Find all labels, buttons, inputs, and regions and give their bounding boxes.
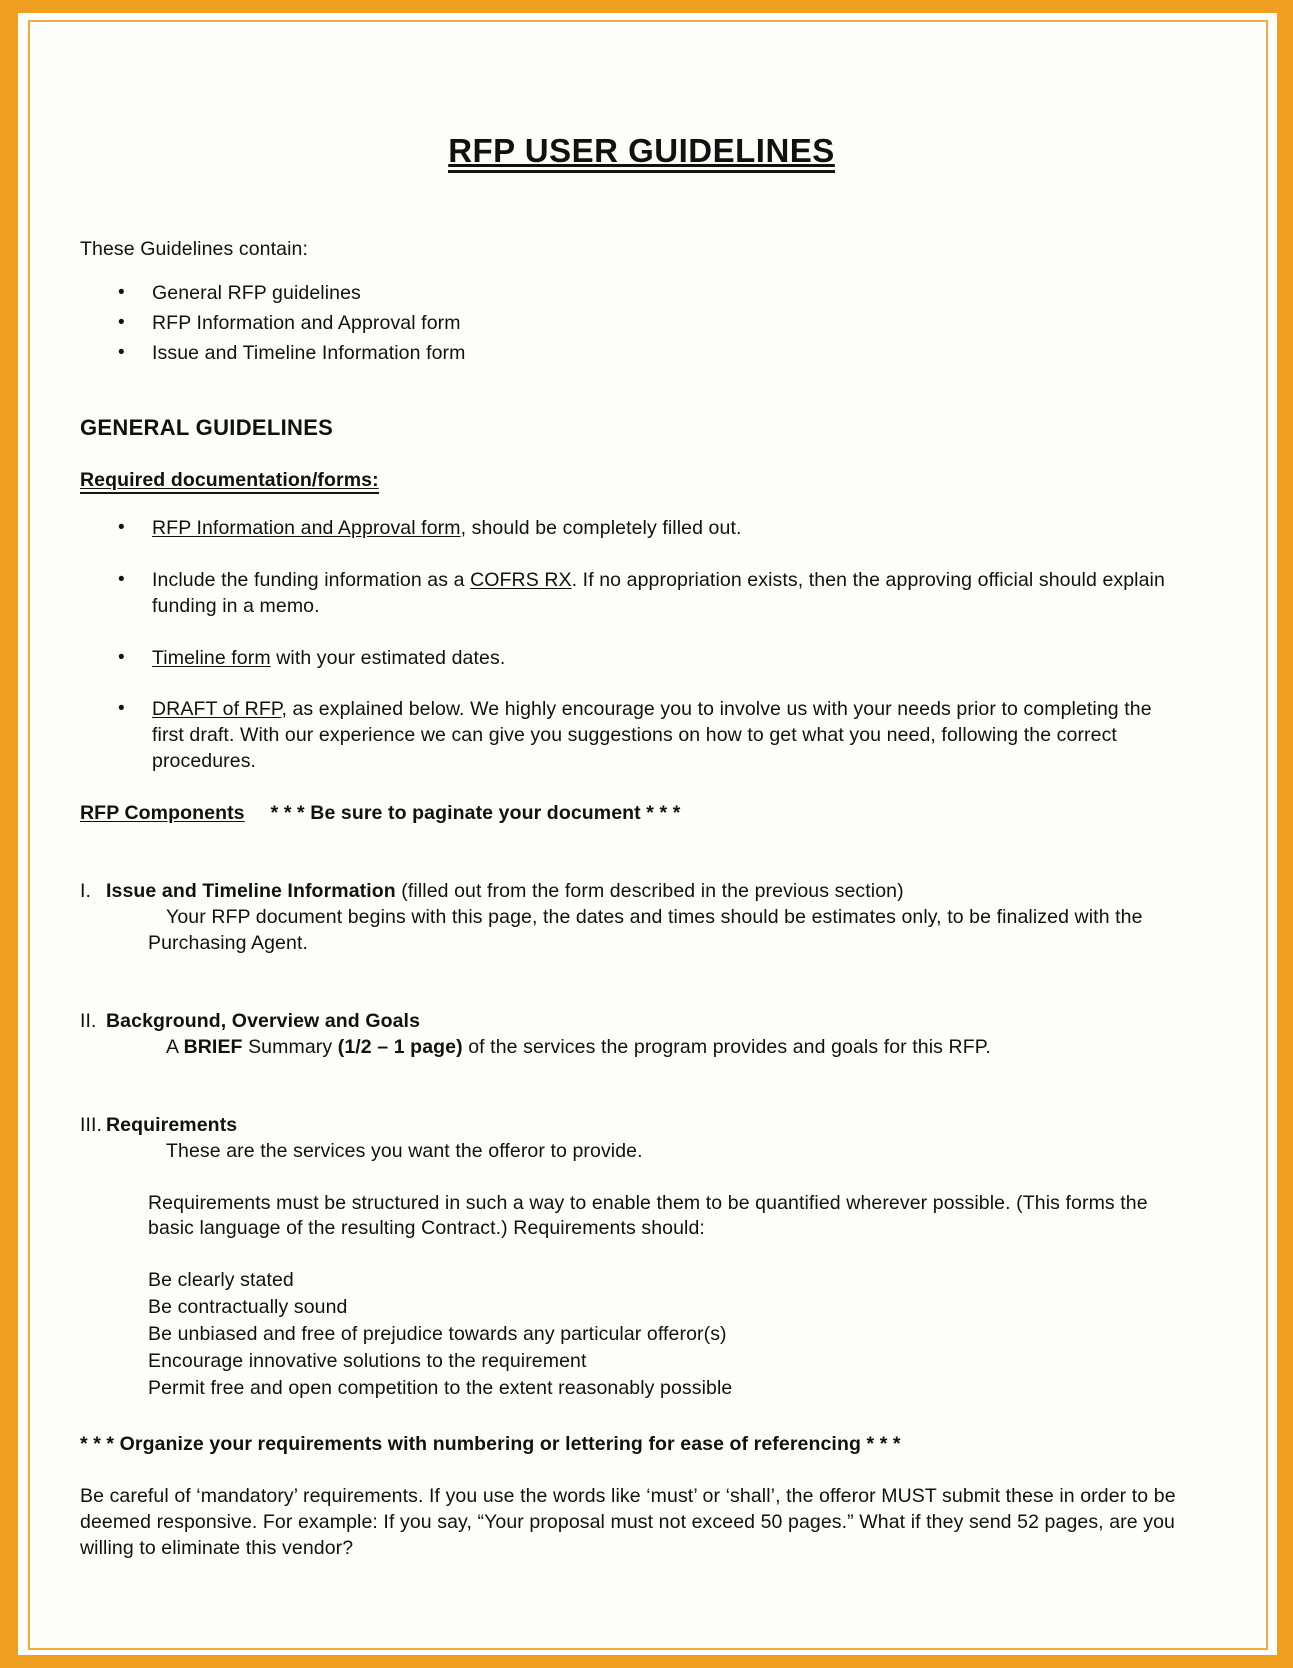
bullet-underlined-term: COFRS RX — [470, 568, 572, 591]
rfp-components-line — [80, 801, 1185, 827]
required-docs-heading-text: Required documentation/forms: — [80, 469, 379, 494]
section-ii-body-mid: Summary — [242, 1035, 338, 1058]
section-iii-body: These are the services you want the offeror to provide. — [166, 1139, 643, 1162]
bullet-text: . If no appropriation exists, then the approving official should explain funding in a memo. — [152, 568, 1165, 617]
section-i-number: I. — [80, 880, 92, 903]
list-item: Be contractually sound — [148, 1296, 348, 1319]
list-item: Be unbiased and free of prejudice towards any particular offeror(s) — [148, 1323, 727, 1346]
bullet-text: , should be completely filled out. — [460, 516, 742, 539]
requirements-paragraph: Requirements must be structured in such a way to enable them to be quantified wherever possible. (This forms the basic language of the resulting Contract.) Requirements should: — [148, 1191, 1148, 1240]
document-content — [80, 129, 1185, 1562]
list-item: Be clearly stated — [148, 1269, 294, 1292]
bullet-underlined-term: RFP Information and Approval form — [152, 516, 461, 539]
list-item: Permit free and open competition to the extent reasonably possible — [148, 1377, 733, 1400]
section-ii-length-emphasis: (1/2 – 1 page) — [337, 1035, 463, 1058]
list-item: Encourage innovative solutions to the requirement — [148, 1350, 587, 1373]
section-ii-body — [80, 1035, 1185, 1061]
bullet-lead-text: Include the funding information as a — [152, 568, 471, 591]
list-item — [80, 516, 1185, 542]
section-i-heading-suffix: (filled out from the form described in the previous section) — [395, 880, 904, 903]
section-ii-number: II. — [80, 1009, 97, 1032]
list-item — [80, 646, 1185, 672]
section-i-heading: Issue and Timeline Information — [106, 880, 396, 903]
bullet-text: , as explained below. We highly encourage you to involve us with your needs prior to completing the first draft. With our experience we can give you suggestions on how to get what you need, following the correct procedures. — [152, 698, 1152, 773]
requirements-criteria-list — [80, 1268, 1185, 1402]
general-guidelines-heading: GENERAL GUIDELINES — [80, 414, 334, 440]
list-item — [80, 568, 1185, 620]
list-item — [80, 697, 1185, 775]
list-item: • Issue and Timeline Information form — [80, 341, 1185, 367]
page-title — [80, 129, 1185, 173]
closing-paragraph: Be careful of ‘mandatory’ requirements. If you use the words like ‘must’ or ‘shall’, the offeror MUST submit these in order to be deemed responsive. For example: If you say, “Your proposal must not exceed 50 pages.” What if they send 52 pages, are you willing to eliminate this vendor? — [80, 1484, 1176, 1559]
page-title-text: RFP USER GUIDELINES — [448, 132, 835, 173]
page-sheet — [32, 24, 1264, 1646]
required-docs-heading — [80, 468, 379, 494]
section-ii-heading: Background, Overview and Goals — [106, 1009, 421, 1032]
section-i-body: Your RFP document begins with this page, the dates and times should be estimates only, to be finalized with the Purchasing Agent. — [148, 906, 1143, 954]
section-ii-brief-emphasis: BRIEF — [183, 1035, 243, 1058]
bullet-underlined-term: DRAFT of RFP — [152, 698, 282, 721]
required-docs-bullet-list — [80, 516, 1185, 775]
section-ii — [80, 1009, 1185, 1061]
required-docs-heading-wrap — [80, 442, 1185, 494]
section-ii-body-lead: A — [166, 1035, 184, 1058]
bullet-underlined-term: Timeline form — [152, 646, 271, 669]
rfp-components-label: RFP Components — [80, 802, 245, 825]
section-ii-body-tail: of the services the program provides and goals for this RFP. — [462, 1035, 991, 1058]
bullet-text: with your estimated dates. — [270, 646, 506, 669]
list-item: • RFP Information and Approval form — [80, 311, 1185, 337]
section-iii-heading: Requirements — [106, 1113, 238, 1136]
intro-line: These Guidelines contain: — [80, 237, 308, 260]
intro-bullet-list — [80, 281, 1185, 367]
paginate-note: * * * Be sure to paginate your document * * * — [270, 802, 681, 825]
section-i — [80, 879, 1185, 957]
section-iii — [80, 1113, 1185, 1165]
organize-requirements-note: * * * Organize your requirements with numbering or lettering for ease of referencing * * * — [80, 1433, 901, 1456]
section-iii-number: III. — [80, 1113, 103, 1136]
list-item: • General RFP guidelines — [80, 281, 1185, 307]
